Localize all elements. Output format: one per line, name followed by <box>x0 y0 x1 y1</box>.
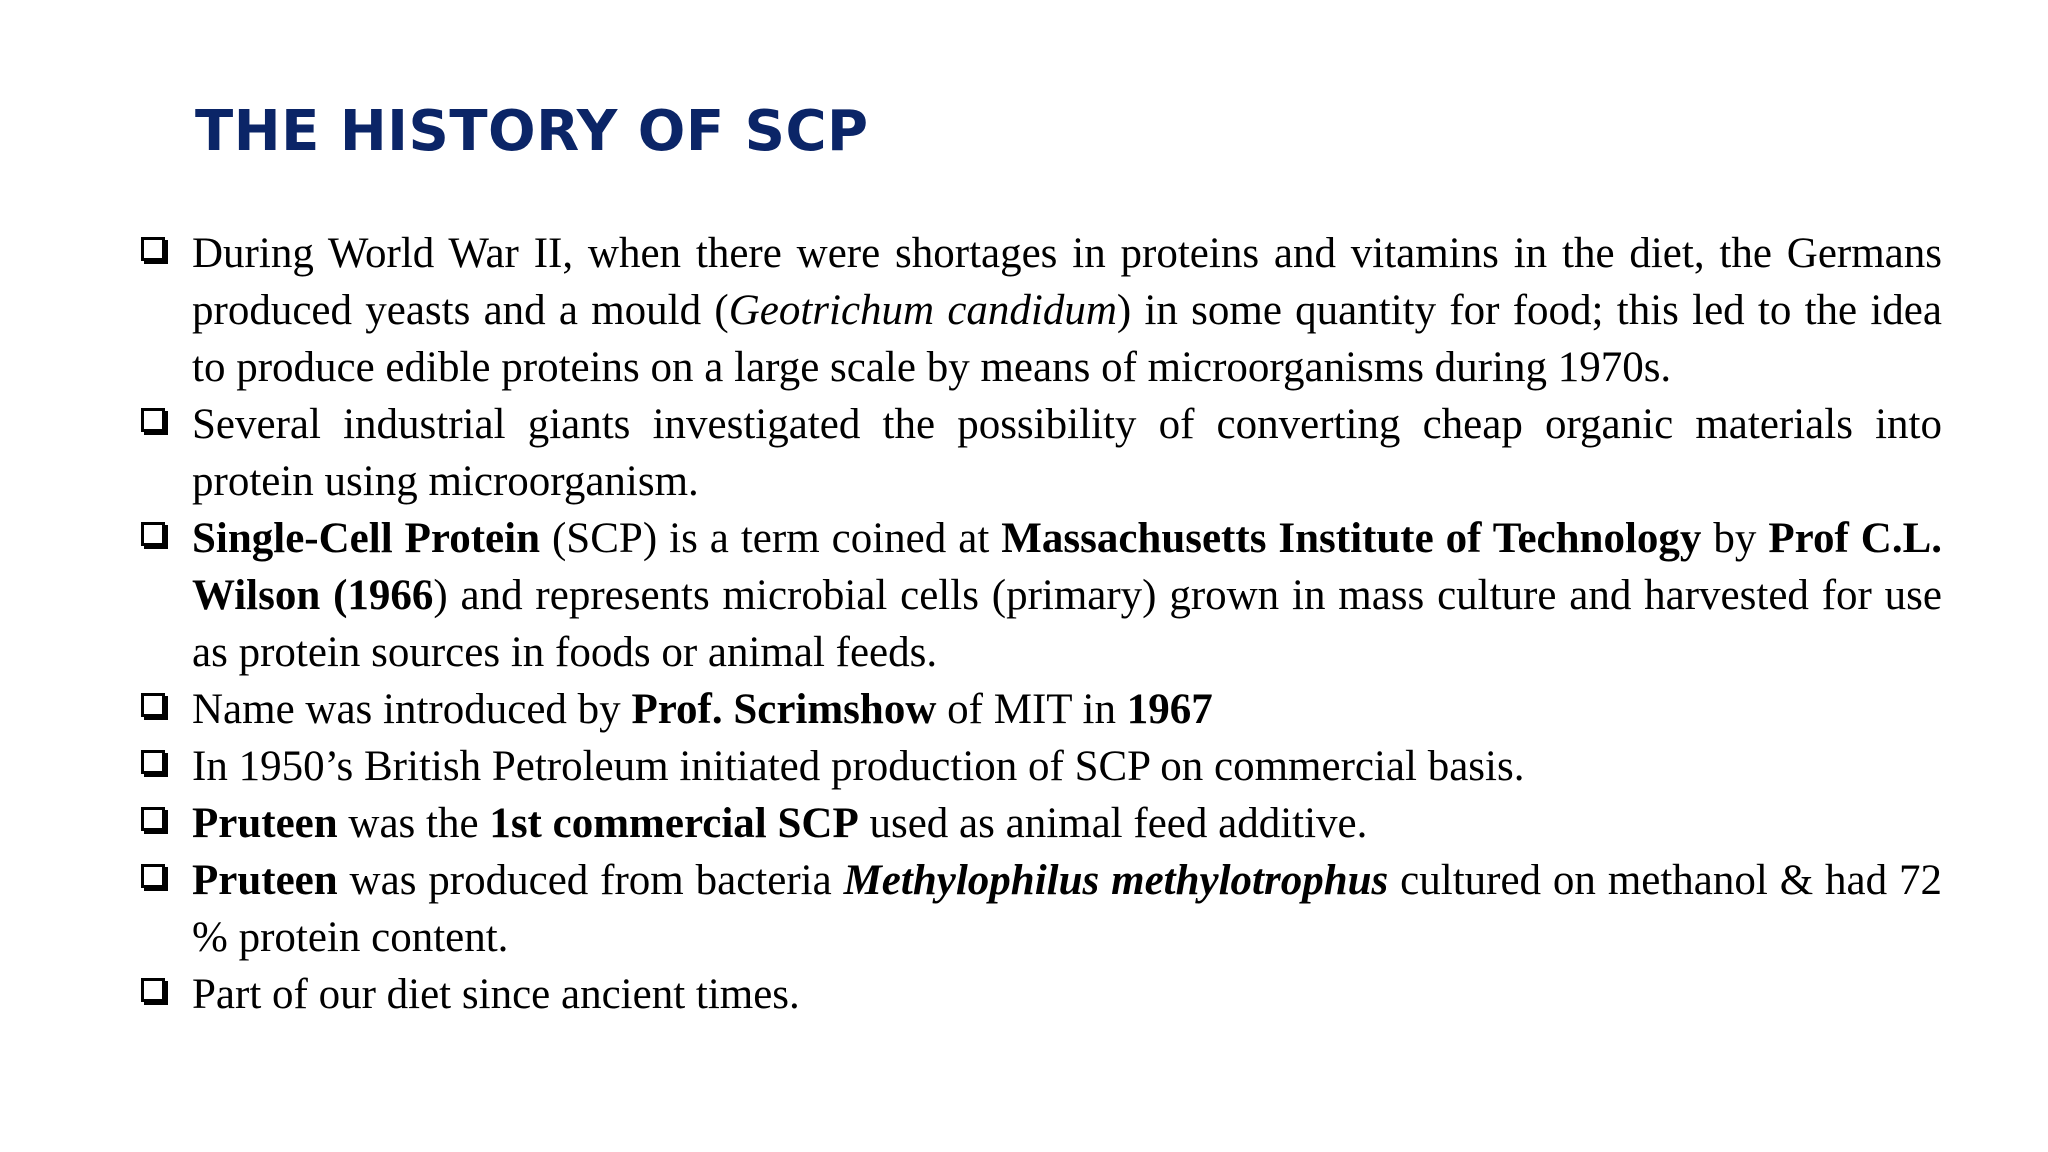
bullet-item <box>135 966 1942 1023</box>
bullet-text-segment: used as animal feed additive. <box>858 800 1368 847</box>
bullet-item <box>135 225 1942 396</box>
bullet-text-segment: Prof. Scrimshow <box>631 686 937 733</box>
bullet-item <box>135 681 1942 738</box>
hollow-square-bullet-icon <box>141 693 165 717</box>
bullet-text-segment: Prof C.L. Wilson (1966 <box>192 515 1943 619</box>
bullet-text-segment: ) in some quantity for food; this led to the idea to produce edible proteins on a large scale by means of microorganisms during 1970s. <box>192 287 1942 391</box>
bullet-text-segment: 1967 <box>1126 686 1213 733</box>
hollow-square-bullet-icon <box>141 522 165 546</box>
bullet-text-segment: was the <box>337 800 490 847</box>
bullet-text-segment: Massachusetts Institute of Technology <box>1001 515 1702 562</box>
bullet-text-segment: was produced from bacteria <box>337 857 844 904</box>
hollow-square-bullet-icon <box>141 237 165 261</box>
bullet-item <box>135 852 1942 966</box>
slide-title: THE HISTORY OF SCP <box>195 99 869 164</box>
bullet-text-segment: In 1950’s British Petroleum initiated production of SCP on commercial basis. <box>192 743 1525 790</box>
bullet-text-segment: Pruteen <box>192 800 338 847</box>
bullet-text-segment: Part of our diet since ancient times. <box>192 971 800 1018</box>
bullet-text-segment: by <box>1701 515 1769 562</box>
bullet-text-segment: cultured on methanol & had 72 % protein content. <box>192 857 1942 961</box>
bullet-list <box>135 225 1942 1023</box>
bullet-text-segment: Name was introduced by <box>192 686 632 733</box>
bullet-item <box>135 738 1942 795</box>
hollow-square-bullet-icon <box>141 864 165 888</box>
bullet-text-segment: ) and represents microbial cells (primary) grown in mass culture and harvested for use as protein sources in foods or animal feeds. <box>192 572 1942 676</box>
bullet-text-segment: Geotrichum candidum <box>728 287 1117 334</box>
bullet-text-segment: (SCP) is a term coined at <box>540 515 1002 562</box>
bullet-text-segment: of MIT in <box>936 686 1127 733</box>
bullet-text-segment: 1st commercial SCP <box>489 800 859 847</box>
bullet-item <box>135 396 1942 510</box>
bullet-item <box>135 795 1942 852</box>
bullet-text-segment: Pruteen <box>192 857 338 904</box>
bullet-text-segment: Several industrial giants investigated the possibility of converting cheap organic materials into protein using microorganism. <box>192 401 1942 505</box>
bullet-text-segment: During World War II, when there were shortages in proteins and vitamins in the diet, the Germans produced yeasts and a mould ( <box>192 230 1942 334</box>
hollow-square-bullet-icon <box>141 807 165 831</box>
hollow-square-bullet-icon <box>141 978 165 1002</box>
bullet-text-segment: Single-Cell Protein <box>192 515 540 562</box>
hollow-square-bullet-icon <box>141 750 165 774</box>
bullet-item <box>135 510 1942 681</box>
hollow-square-bullet-icon <box>141 408 165 432</box>
bullet-text-segment: Methylophilus methylotrophus <box>843 857 1389 904</box>
